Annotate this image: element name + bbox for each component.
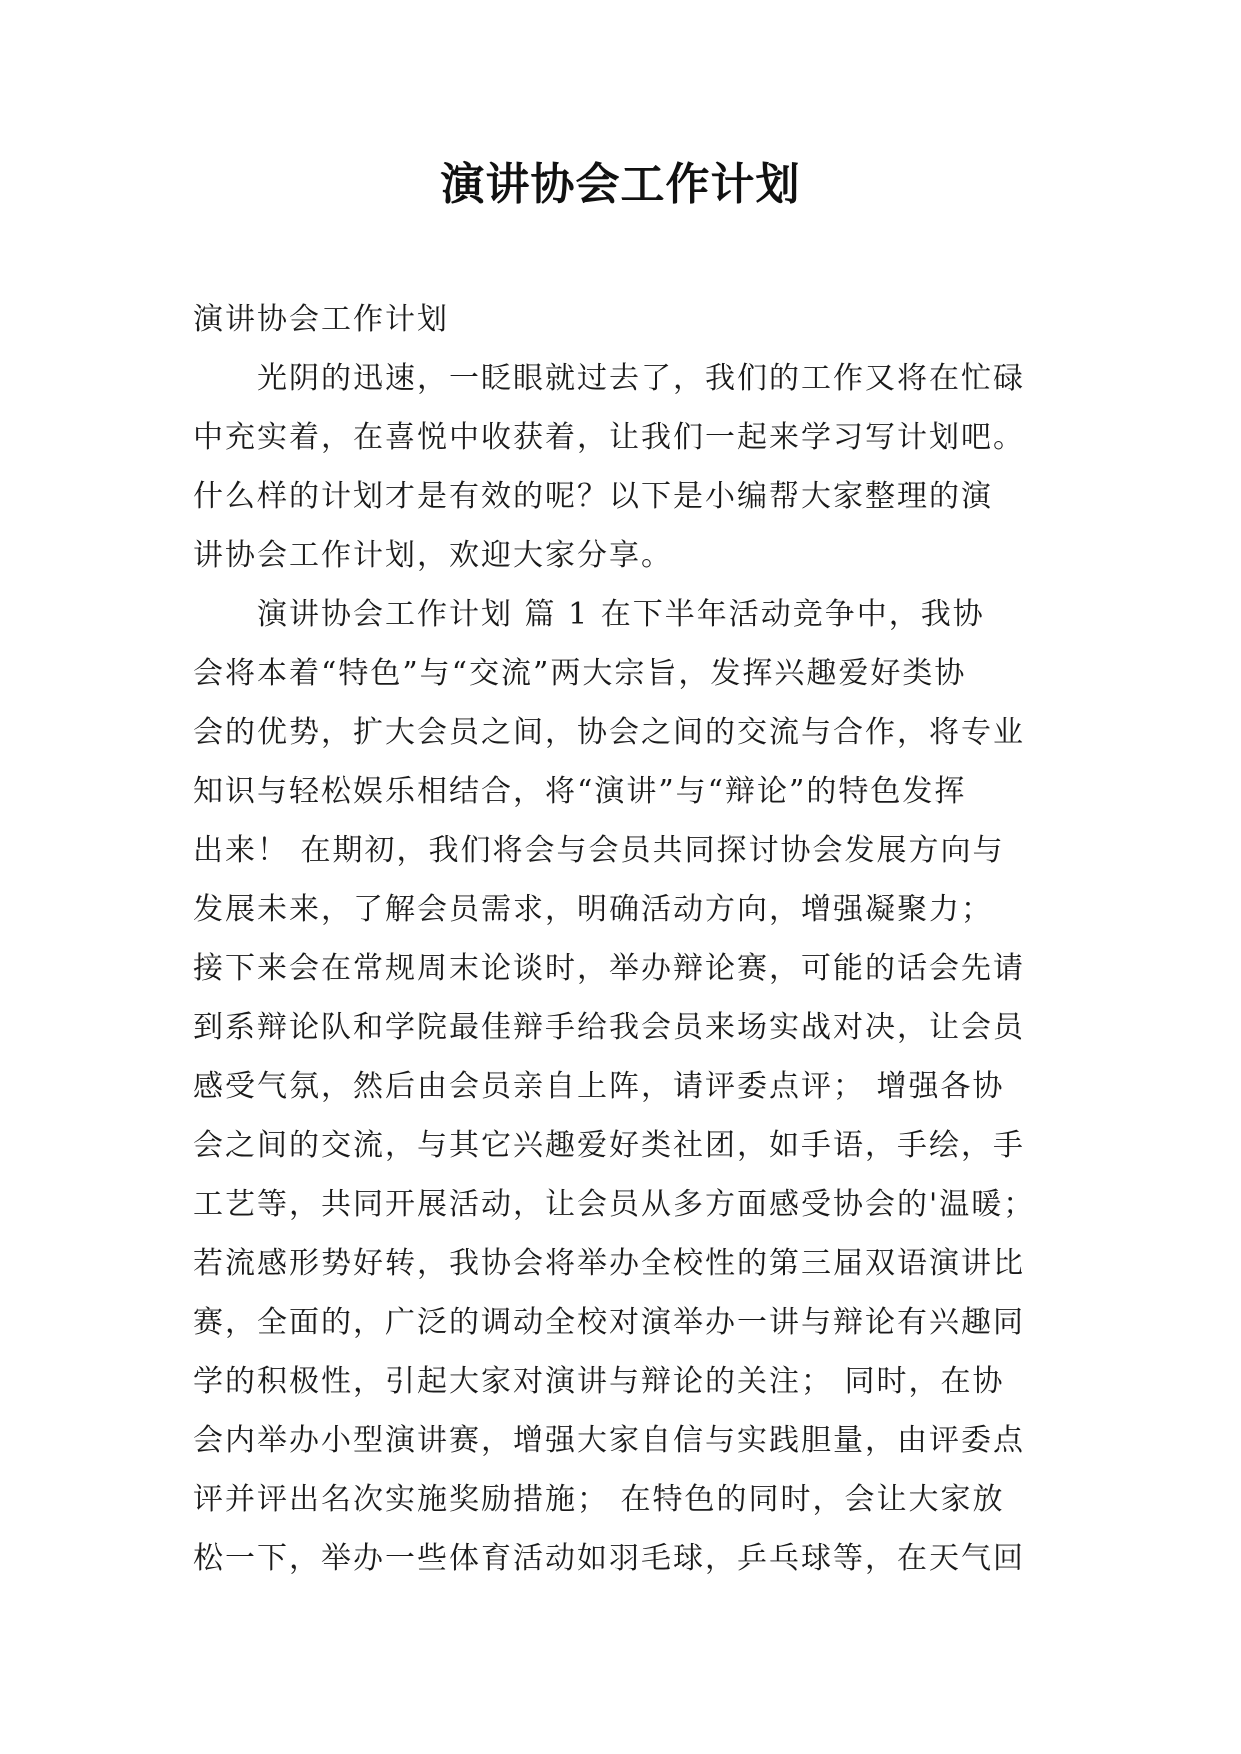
- paragraph-line: 工艺等，共同开展活动，让会员从多方面感受协会的'温暖；: [193, 1187, 1036, 1222]
- paragraph-line: 中充实着，在喜悦中收获着，让我们一起来学习写计划吧。: [193, 420, 1025, 455]
- paragraph-line: 光阴的迅速，一眨眼就过去了，我们的工作又将在忙碌: [257, 361, 1025, 396]
- paragraph-line: 到系辩论队和学院最佳辩手给我会员来场实战对决，让会员: [193, 1010, 1025, 1045]
- paragraph-line: 讲协会工作计划，欢迎大家分享。: [193, 538, 673, 573]
- document-title: 演讲协会工作计划: [440, 159, 801, 210]
- paragraph-line: 感受气氛，然后由会员亲自上阵，请评委点评； 增强各协: [193, 1069, 1005, 1104]
- document-subtitle-line: 演讲协会工作计划: [193, 302, 449, 337]
- paragraph-line: 接下来会在常规周末论谈时，举办辩论赛，可能的话会先请: [193, 951, 1025, 986]
- paragraph-line: 会内举办小型演讲赛，增强大家自信与实践胆量，由评委点: [193, 1423, 1025, 1458]
- paragraph-line: 学的积极性，引起大家对演讲与辩论的关注； 同时，在协: [193, 1364, 1005, 1399]
- paragraph-line: 赛，全面的，广泛的调动全校对演举办一讲与辩论有兴趣同: [193, 1305, 1025, 1340]
- paragraph-line: 评并评出名次实施奖励措施； 在特色的同时，会让大家放: [193, 1482, 1005, 1517]
- paragraph-line: 会的优势，扩大会员之间，协会之间的交流与合作，将专业: [193, 715, 1025, 750]
- paragraph-line: 出来！ 在期初，我们将会与会员共同探讨协会发展方向与: [193, 833, 1005, 868]
- document-body: [193, 290, 1083, 1588]
- paragraph-line: 若流感形势好转，我协会将举办全校性的第三届双语演讲比: [193, 1246, 1025, 1281]
- paragraph-line: 发展未来，了解会员需求，明确活动方向，增强凝聚力；: [193, 892, 993, 927]
- paragraph-line: 松一下，举办一些体育活动如羽毛球，乒乓球等，在天气回: [193, 1541, 1025, 1576]
- paragraph-line: 会之间的交流，与其它兴趣爱好类社团，如手语，手绘，手: [193, 1128, 1025, 1163]
- paragraph-line: 演讲协会工作计划 篇 1 在下半年活动竞争中，我协: [257, 597, 985, 632]
- paragraph-line: 知识与轻松娱乐相结合，将“演讲”与“辩论”的特色发挥: [193, 774, 967, 809]
- paragraph-line: 会将本着“特色”与“交流”两大宗旨，发挥兴趣爱好类协: [193, 656, 967, 691]
- paragraph-line: 什么样的计划才是有效的呢？以下是小编帮大家整理的演: [193, 479, 993, 514]
